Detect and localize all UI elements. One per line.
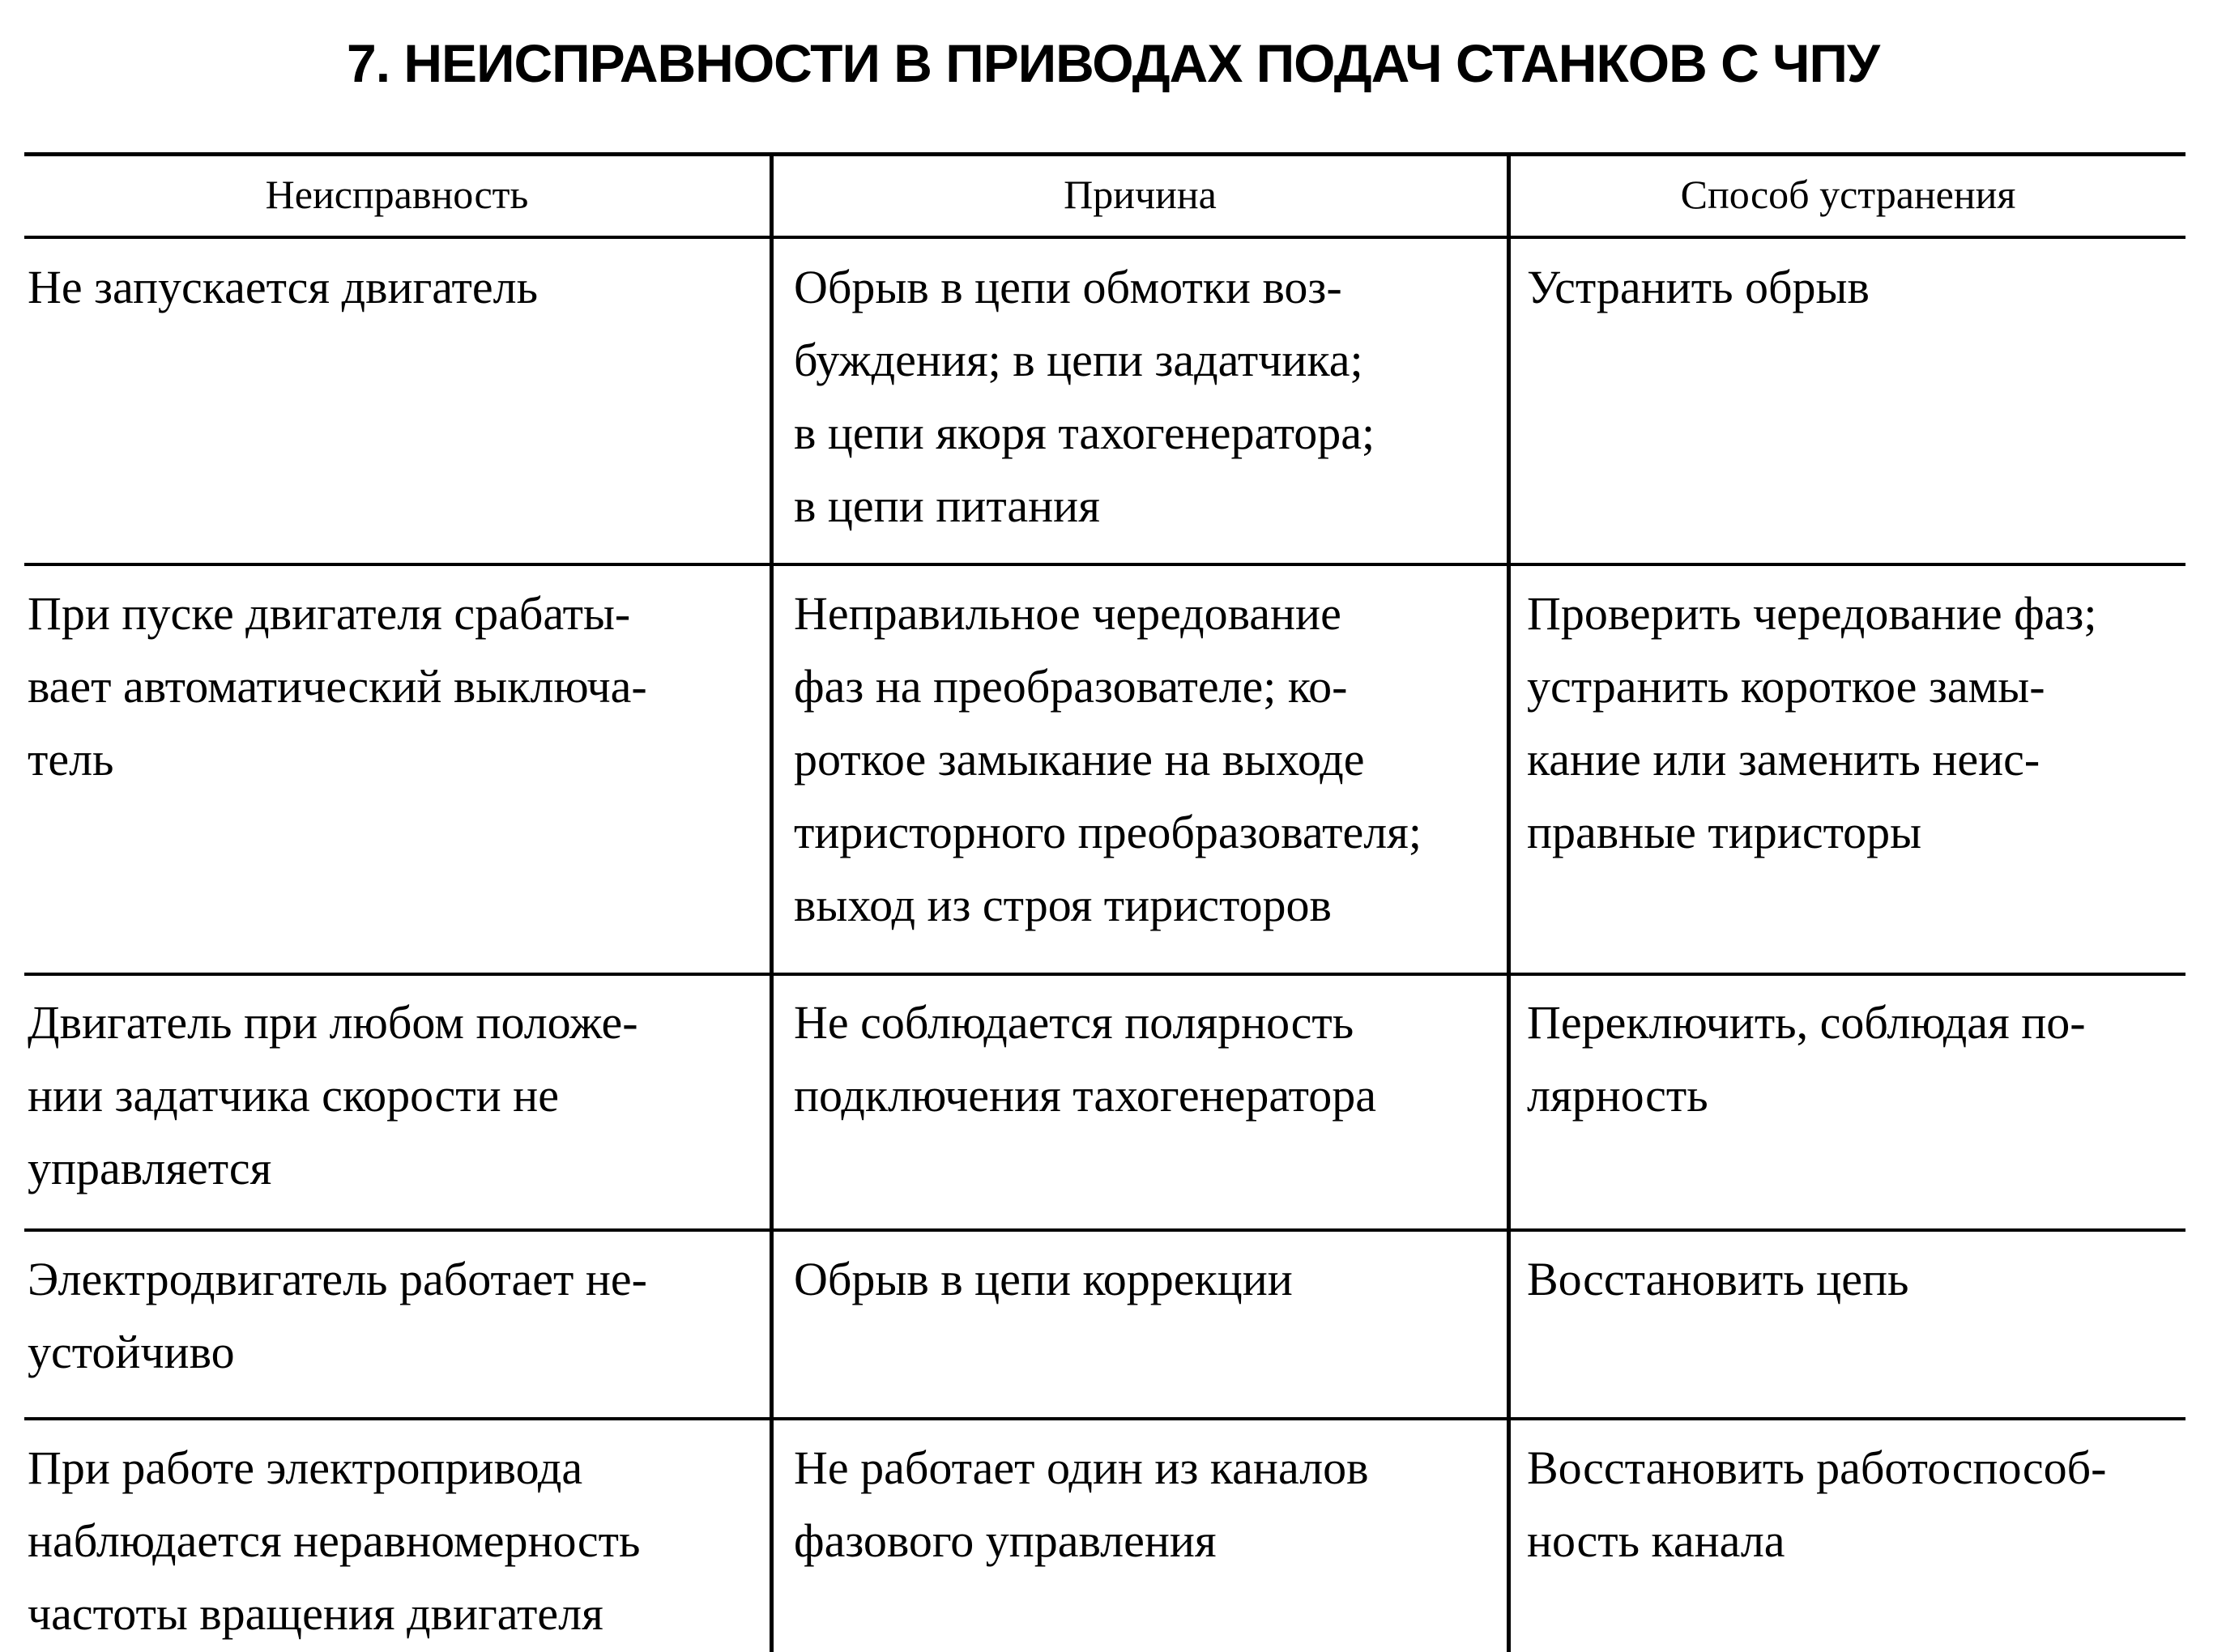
table-cell-remedy: Устранить обрыв: [1527, 261, 1870, 313]
table-cell-remedy: Проверить чередование фаз; устранить короткое замы- кание или заменить неис- правные тиристоры: [1527, 587, 2097, 858]
table-cell-remedy: Восстановить цепь: [1527, 1253, 1909, 1305]
page-title: 7. НЕИСПРАВНОСТИ В ПРИВОДАХ ПОДАЧ СТАНКОВ С ЧПУ: [347, 33, 1879, 93]
table-cell-cause: Не работает один из каналов фазового управления: [794, 1441, 1369, 1567]
header-bottom-rule: [24, 236, 2185, 239]
table-cell-cause: Неправильное чередование фаз на преобразователе; ко- роткое замыкание на выходе тиристорного преобразователя; выход из строя тиристоров: [794, 587, 1422, 931]
table-cell-cause: Не соблюдается полярность подключения тахогенератора: [794, 996, 1376, 1122]
header-cause: Причина: [1064, 172, 1217, 217]
table-cell-fault: Не запускается двигатель: [28, 261, 539, 313]
column-divider: [1507, 152, 1511, 1652]
table-cell-fault: Двигатель при любом положе- нии задатчика скорости не управляется: [28, 996, 638, 1194]
header-fault: Неисправность: [265, 172, 529, 217]
column-divider: [770, 152, 774, 1652]
table-cell-cause: Обрыв в цепи коррекции: [794, 1253, 1293, 1305]
row-divider: [24, 563, 2185, 566]
row-divider: [24, 973, 2185, 976]
table-cell-fault: Электродвигатель работает не- устойчиво: [28, 1253, 647, 1378]
table-top-rule: [24, 152, 2185, 156]
table-cell-remedy: Восстановить работоспособ- ность канала: [1527, 1441, 2107, 1567]
row-divider: [24, 1228, 2185, 1232]
table-cell-cause: Обрыв в цепи обмотки воз- буждения; в цепи задатчика; в цепи якоря тахогенератора; в цепи питания: [794, 261, 1375, 532]
header-remedy: Способ устранения: [1680, 172, 2016, 217]
table-cell-fault: При работе электропривода наблюдается неравномерность частоты вращения двигателя: [28, 1441, 641, 1640]
table-cell-remedy: Переключить, соблюдая по- лярность: [1527, 996, 2086, 1122]
row-divider: [24, 1417, 2185, 1420]
table-cell-fault: При пуске двигателя срабаты- вает автоматический выключа- тель: [28, 587, 647, 786]
